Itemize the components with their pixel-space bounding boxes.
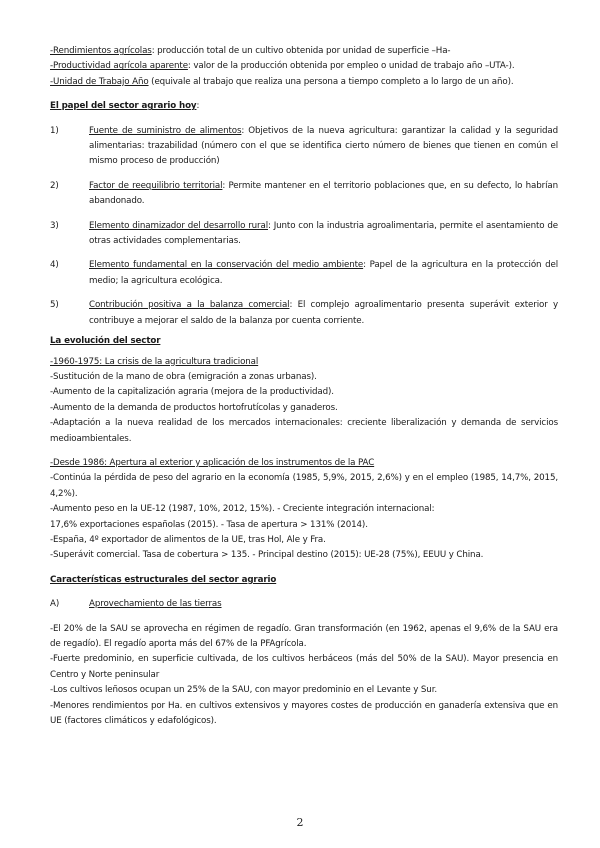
item-number: 2) bbox=[50, 180, 59, 191]
period-line: -Aumento peso en la UE-12 (1987, 10%, 2012, 15%). - Creciente integración internacional: bbox=[50, 504, 435, 515]
item-body bbox=[89, 179, 558, 210]
item-number: 3) bbox=[50, 220, 59, 231]
definition-rendimientos bbox=[50, 44, 558, 59]
item-term: Fuente de suministro de alimentos bbox=[89, 125, 242, 136]
item-number: 1) bbox=[50, 125, 59, 136]
definition-productividad bbox=[50, 59, 558, 74]
period-title: -Desde 1986: Apertura al exterior y aplicación de los instrumentos de la PAC bbox=[50, 457, 375, 468]
item-body bbox=[89, 258, 558, 289]
period-line: -Aumento de la capitalización agraria (mejora de la productividad). bbox=[50, 387, 334, 398]
papel-item-1 bbox=[50, 124, 558, 170]
definition-term: -Productividad agrícola aparente bbox=[50, 61, 188, 72]
papel-item-5 bbox=[50, 298, 558, 329]
section-heading-evolucion: La evolución del sector bbox=[50, 336, 161, 347]
period-line: -Continúa la pérdida de peso del agrario en la economía (1985, 5,9%, 2015, 2,6%) y en el empleo (1985, 14,7%, 2015, 4,2%). bbox=[50, 473, 558, 499]
item-term: Factor de reequilibrio territorial bbox=[89, 180, 223, 191]
item-number: 4) bbox=[50, 260, 59, 271]
caracteristica-line: -Los cultivos leñosos ocupan un 25% de la SAU, con mayor predominio en el Levante y Sur. bbox=[50, 685, 437, 696]
item-body bbox=[89, 298, 558, 329]
definition-term: -Rendimientos agrícolas bbox=[50, 46, 152, 56]
subsection-number: A) bbox=[50, 599, 60, 610]
period-line: -Sustitución de la mano de obra (emigración a zonas urbanas). bbox=[50, 371, 317, 382]
caracteristica-line: -Fuerte predominio, en superficie cultivada, de los cultivos herbáceos (más del 50% de la SAU). Mayor presencia en Centro y Norte peninsular bbox=[50, 654, 558, 680]
section-heading-papel bbox=[50, 99, 558, 114]
papel-item-4 bbox=[50, 258, 558, 289]
item-text: : Papel de la agricultura en la protección del medio; la agricultura ecológica. bbox=[89, 260, 559, 286]
definition-text: : valor de la producción obtenida por empleo o unidad de trabajo año –UTA-). bbox=[187, 61, 515, 72]
period-line: -Superávit comercial. Tasa de cobertura > 135. - Principal destino (2015): UE-28 (75%), EEUU y China. bbox=[50, 550, 484, 561]
papel-item-3 bbox=[50, 219, 558, 250]
item-number: 5) bbox=[50, 300, 59, 311]
definition-uta bbox=[50, 75, 558, 90]
period-line: 17,6% exportaciones españolas (2015). - Tasa de apertura > 131% (2014). bbox=[50, 519, 368, 530]
period-line: -España, 4º exportador de alimentos de la UE, tras Hol, Ale y Fra. bbox=[50, 534, 326, 545]
period-line: -Aumento de la demanda de productos hortofrutícolas y ganaderos. bbox=[50, 402, 338, 413]
heading-suffix: : bbox=[196, 101, 200, 112]
item-body bbox=[89, 124, 558, 170]
page-number: 2 bbox=[296, 816, 304, 829]
subsection-heading bbox=[50, 597, 558, 612]
item-term: Elemento fundamental en la conservación del medio ambiente bbox=[89, 260, 364, 271]
period-title: -1960-1975: La crisis de la agricultura tradicional bbox=[50, 356, 259, 367]
definition-term: -Unidad de Trabajo Año bbox=[50, 76, 149, 87]
item-text: : El complejo agroalimentario presenta superávit exterior y contribuye a mejorar el saldo de la balanza por cuenta corriente. bbox=[89, 300, 558, 326]
item-text: : Permite mantener en el territorio poblaciones que, en su defecto, lo habrían abandonado. bbox=[89, 180, 558, 207]
item-term: Contribución positiva a la balanza comercial bbox=[89, 300, 290, 311]
papel-item-2 bbox=[50, 179, 558, 210]
item-body bbox=[89, 219, 558, 250]
definition-text: : producción total de un cultivo obtenida por unidad de superficie –Ha- bbox=[151, 46, 451, 56]
heading-text: El papel del sector agrario hoy bbox=[50, 101, 197, 112]
item-text: : Junto con la industria agroalimentaria, permite el asentamiento de otras actividades complementarias. bbox=[89, 220, 558, 247]
caracteristica-line: -El 20% de la SAU se aprovecha en régimen de regadío. Gran transformación (en 1962, apenas el 9,6% de la SAU era de regadío). El regadío aporta más del 67% de la PFAgrícola. bbox=[50, 623, 558, 649]
item-text: : Objetivos de la nueva agricultura: garantizar la calidad y la seguridad alimentarias: trazabilidad (número con el que se identifica cierto número de bienes que tienen en común el mismo proceso de producción) bbox=[89, 125, 558, 167]
page-content bbox=[50, 44, 558, 729]
section-heading-caracteristicas: Características estructurales del sector agrario bbox=[50, 574, 277, 585]
item-term: Elemento dinamizador del desarrollo rural bbox=[89, 220, 268, 231]
subsection-title: Aprovechamiento de las tierras bbox=[89, 599, 222, 610]
caracteristica-line: -Menores rendimientos por Ha. en cultivos extensivos y mayores costes de producción en ganadería extensiva que en UE (factores climáticos y edafológicos). bbox=[50, 700, 558, 727]
period-line: -Adaptación a la nueva realidad de los mercados internacionales: creciente liberalización y demanda de servicios medioambientales. bbox=[50, 418, 558, 444]
definition-text: (equivale al trabajo que realiza una persona a tiempo completo a lo largo de un año). bbox=[148, 76, 514, 87]
